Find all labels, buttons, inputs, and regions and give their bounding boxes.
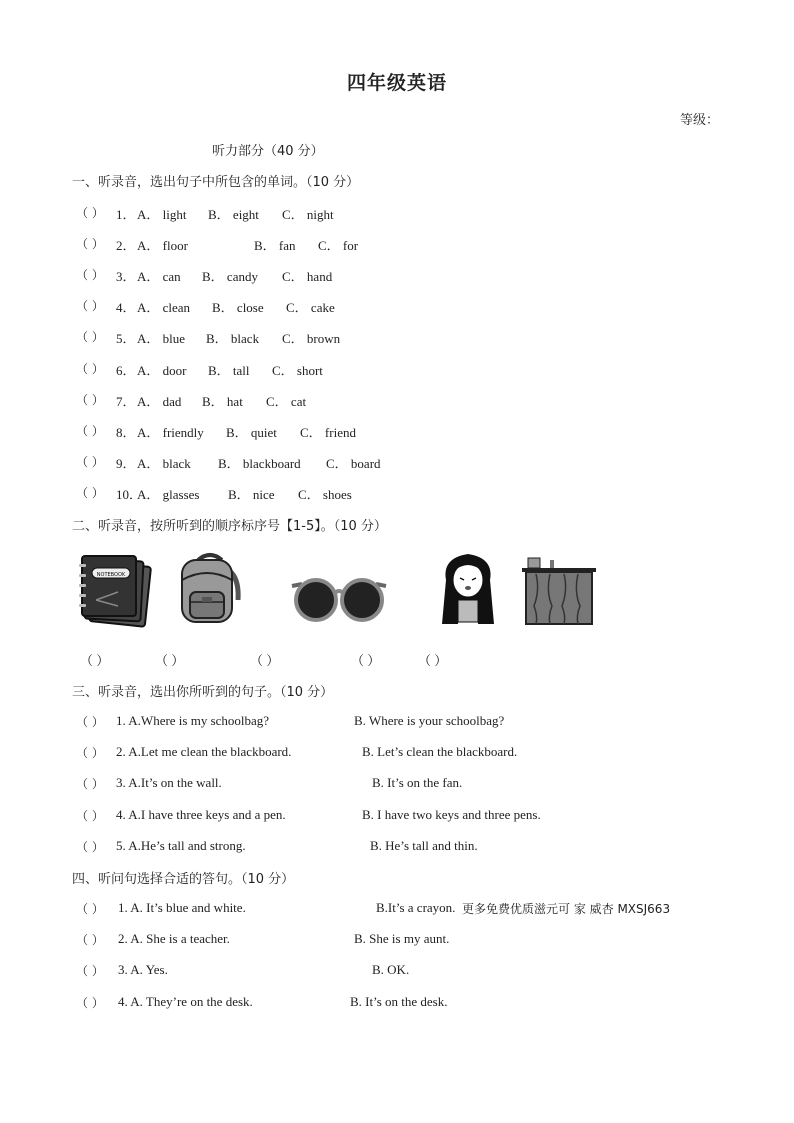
option-a[interactable]: 4. A. They’re on the desk. (118, 993, 253, 1009)
answer-blank-3[interactable]: （ ） (250, 653, 280, 668)
option-a[interactable]: A． black (137, 455, 191, 471)
section-4-heading: 四、听问句选择合适的答句。（10 分） (72, 872, 295, 887)
option-b[interactable]: B． close (212, 300, 264, 316)
option-c[interactable]: C． brown (282, 331, 341, 347)
girl-picture (436, 550, 500, 626)
option-b[interactable]: B． blackboard (218, 455, 301, 471)
option-a[interactable]: A． can (137, 269, 181, 285)
option-a[interactable]: A． clean (137, 300, 191, 316)
option-c[interactable]: C． shoes (298, 486, 352, 502)
listening-header: 听力部分（40 分） (212, 144, 324, 159)
answer-paren[interactable]: （ ） (76, 902, 104, 916)
option-b[interactable]: B. It’s on the desk. (350, 993, 448, 1009)
answer-paren[interactable]: （ ） (76, 964, 104, 979)
answer-blank-2[interactable]: （ ） (155, 653, 185, 668)
option-c[interactable]: C． cake (286, 300, 335, 316)
option-c[interactable]: C． cat (266, 393, 307, 409)
option-c[interactable]: C． short (272, 362, 323, 378)
option-b[interactable]: B． candy (202, 269, 258, 285)
section-2-heading: 二、听录音，按所听到的顺序标序号【1-5】。（10 分） (72, 519, 387, 534)
option-a[interactable]: 2. A. She is a teacher. (118, 931, 230, 947)
option-a[interactable]: 2. A.Let me clean the blackboard. (116, 744, 292, 760)
option-c[interactable]: C． hand (282, 269, 333, 285)
question-number: 1． (116, 207, 136, 222)
section-3-heading: 三、听录音，选出你所听到的句子。（10 分） (72, 685, 334, 700)
option-b[interactable]: B． black (206, 331, 260, 347)
option-a[interactable]: A． dad (137, 393, 182, 409)
grade-label: 等级： (680, 113, 720, 128)
option-c[interactable]: C． night (282, 207, 334, 222)
question-number: 10． (116, 486, 143, 502)
option-b[interactable]: B. Let’s clean the blackboard. (362, 744, 518, 760)
answer-paren[interactable]: （ ） (76, 454, 104, 469)
option-a[interactable]: A． friendly (137, 424, 204, 440)
answer-paren[interactable]: （ ） (76, 808, 104, 823)
answer-paren[interactable]: （ ） (76, 361, 104, 376)
option-b[interactable]: B. It’s on the fan. (372, 775, 463, 791)
answer-paren[interactable]: （ ） (76, 237, 104, 252)
option-b[interactable]: B. He’s tall and thin. (370, 837, 478, 853)
option-b[interactable]: B. I have two keys and three pens. (362, 806, 541, 822)
question-number: 5． (116, 331, 136, 347)
option-a[interactable]: A． floor (137, 238, 188, 254)
option-a[interactable]: 1. A. It’s blue and white. (118, 900, 246, 915)
answer-paren[interactable]: （ ） (76, 715, 104, 729)
question-number: 7． (116, 393, 136, 409)
option-c[interactable]: C． board (326, 455, 381, 471)
option-a[interactable]: A． glasses (137, 486, 200, 502)
option-b[interactable]: B． fan (254, 238, 296, 254)
answer-paren[interactable]: （ ） (76, 485, 104, 500)
option-a[interactable]: 3. A.It’s on the wall. (116, 775, 222, 791)
option-c[interactable]: C． friend (300, 424, 356, 440)
option-b[interactable]: B. OK. (372, 962, 410, 978)
option-b[interactable]: B. She is my aunt. (354, 931, 450, 947)
section-1-heading: 一、听录音，选出句子中所包含的单词。（10 分） (72, 175, 360, 190)
desk-picture (522, 556, 596, 626)
notebooks-picture (78, 552, 154, 628)
answer-paren[interactable]: （ ） (76, 268, 104, 283)
option-a[interactable]: A． door (137, 362, 187, 378)
answer-paren[interactable]: （ ） (76, 746, 104, 761)
option-b[interactable]: B． hat (202, 393, 243, 409)
option-b[interactable]: B． nice (228, 486, 275, 502)
answer-paren[interactable]: （ ） (76, 299, 104, 314)
option-b[interactable]: B． eight (208, 207, 259, 222)
answer-paren[interactable]: （ ） (76, 777, 104, 792)
answer-paren[interactable]: （ ） (76, 839, 104, 854)
option-b[interactable]: B. Where is your schoolbag? (354, 713, 505, 728)
schoolbag-picture (176, 552, 244, 626)
option-c[interactable]: C． for (318, 238, 359, 254)
question-number: 8． (116, 424, 136, 440)
answer-paren[interactable]: （ ） (76, 206, 104, 220)
option-b[interactable]: B． quiet (226, 424, 277, 440)
watermark-note: 更多免费优质滋元可 家 威杏 MXSJ663 (462, 902, 671, 916)
answer-paren[interactable]: （ ） (76, 423, 104, 438)
option-a[interactable]: 4. A.I have three keys and a pen. (116, 806, 286, 822)
page-title: 四年级英语 (346, 72, 447, 94)
answer-blank-4[interactable]: （ ） (351, 653, 381, 668)
answer-paren[interactable]: （ ） (76, 995, 104, 1010)
question-number: 3． (116, 269, 136, 285)
option-a[interactable]: A． blue (137, 331, 186, 347)
option-a[interactable]: A． light (137, 207, 187, 222)
answer-paren[interactable]: （ ） (76, 933, 104, 948)
option-a[interactable]: 1. A.Where is my schoolbag? (116, 713, 270, 728)
option-b[interactable]: B.It’s a crayon. (376, 900, 456, 915)
answer-blank-5[interactable]: （ ） (418, 653, 448, 668)
answer-blank-1[interactable]: （ ） (80, 653, 110, 668)
option-a[interactable]: 3. A. Yes. (118, 962, 168, 978)
question-number: 6． (116, 362, 136, 378)
option-a[interactable]: 5. A.He’s tall and strong. (116, 837, 246, 853)
sunglasses-picture (290, 574, 388, 626)
answer-paren[interactable]: （ ） (76, 330, 104, 345)
notebook-label: NOTEBOOK (96, 572, 126, 578)
option-b[interactable]: B． tall (208, 362, 250, 378)
question-number: 2． (116, 238, 136, 254)
answer-paren[interactable]: （ ） (76, 392, 104, 407)
question-number: 4． (116, 300, 136, 316)
question-number: 9． (116, 455, 136, 471)
